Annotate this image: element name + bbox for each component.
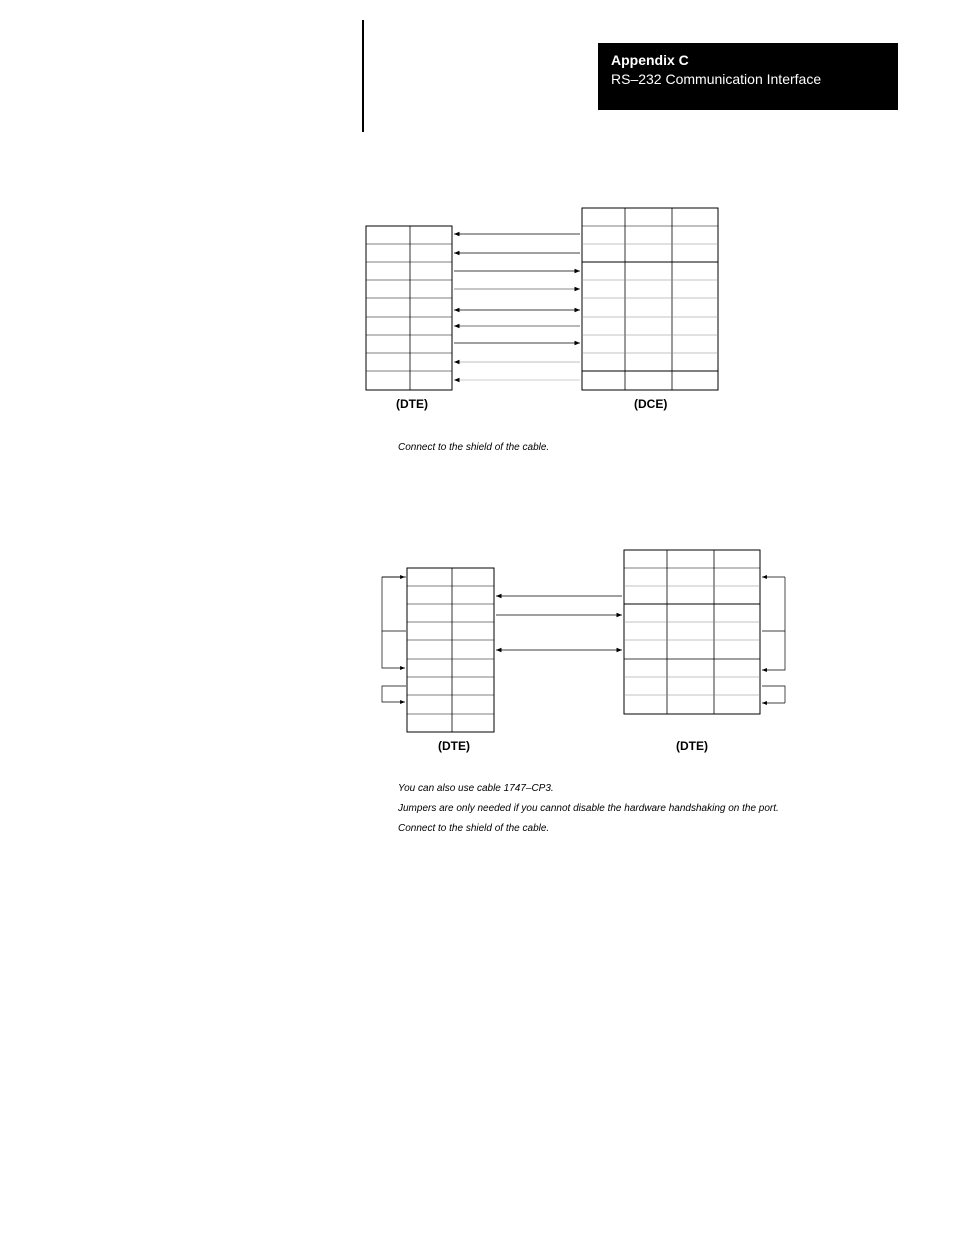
signal-wires-2 (496, 596, 622, 650)
dte-connector-table (366, 226, 452, 390)
right-jumpers (762, 577, 785, 703)
diagram-1 (366, 208, 718, 411)
dce-label: (DCE) (634, 397, 668, 411)
shield-note-1: Connect to the shield of the cable. (398, 442, 550, 453)
dce-connector-table (582, 208, 718, 390)
jumper-note: Jumpers are only needed if you cannot disable the hardware handshaking on the port. (398, 803, 779, 814)
left-dte-label: (DTE) (438, 739, 470, 753)
shield-note-2: Connect to the shield of the cable. (398, 823, 550, 834)
diagram-2 (382, 550, 785, 753)
signal-wires (454, 234, 580, 380)
right-dte-connector-table (624, 550, 760, 714)
appendix-title: Appendix C (611, 52, 689, 68)
right-dte-label: (DTE) (676, 739, 708, 753)
cable-note: You can also use cable 1747–CP3. (398, 783, 554, 794)
dte-label: (DTE) (396, 397, 428, 411)
left-jumpers (382, 577, 406, 702)
left-dte-connector-table (407, 568, 494, 732)
appendix-subtitle: RS–232 Communication Interface (611, 71, 822, 87)
